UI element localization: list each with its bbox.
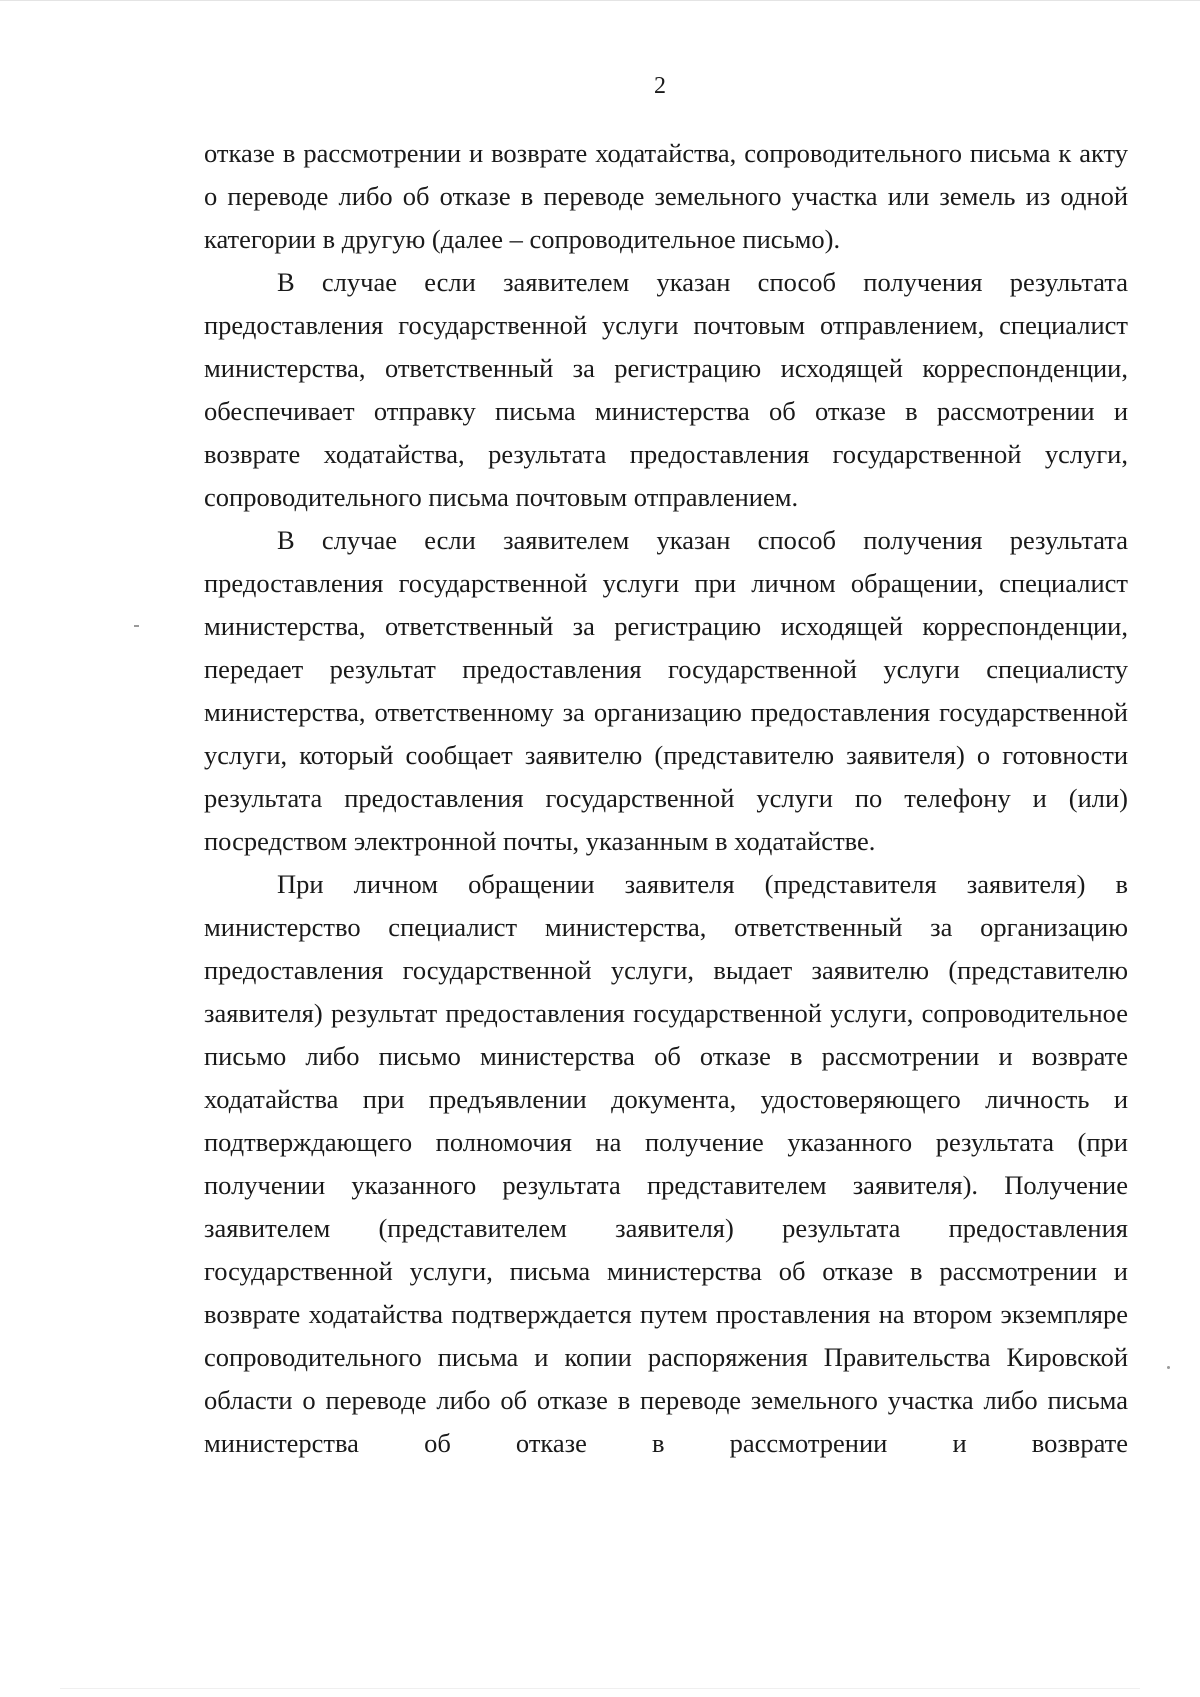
document-body [204,132,1128,1465]
paragraph-postal-delivery: В случае если заявителем указан способ получения результата предоставления государственной услуги почтовым отправлением, специалист министерства, ответственный за регистрацию исходящей корреспонденции, обеспечивает отправку письма министерства об отказе в рассмотрении и возврате ходатайства, результата предоставления государственной услуги, сопроводительного письма почтовым отправлением. [204,267,1128,512]
page-number: 2 [654,73,666,99]
scan-edge-bottom [60,1688,1140,1689]
scan-speck-left [134,625,139,627]
scan-speck-right [1167,1366,1170,1369]
paragraph-personal-pickup: В случае если заявителем указан способ получения результата предоставления государственной услуги при личном обращении, специалист министерства, ответственный за регистрацию исходящей корреспонденции, передает результат предоставления государственной услуги специалисту министерства, ответственному за организацию предоставления государственной услуги, который сообщает заявителю (представителю заявителя) о готовности результата предоставления государственной услуги по телефону и (или) посредством электронной почты, указанным в ходатайстве. [204,525,1128,856]
paragraph-continuation: отказе в рассмотрении и возврате ходатайства, сопроводительного письма к акту о переводе либо об отказе в переводе земельного участка или земель из одной категории в другую (далее – сопроводительное письмо). [204,138,1128,254]
scan-edge-top [0,0,1200,1]
paragraph-issuance-procedure: При личном обращении заявителя (представителя заявителя) в министерство специалист министерства, ответственный за организацию предоставления государственной услуги, выдает заявителю (представителю заявителя) результат предоставления государственной услуги, сопроводительное письмо либо письмо министерства об отказе в рассмотрении и возврате ходатайства при предъявлении документа, удостоверяющего личность и подтверждающего полномочия на получение указанного результата (при получении указанного результата представителем заявителя). Получение заявителем (представителем заявителя) результата предоставления государственной услуги, письма министерства об отказе в рассмотрении и возврате ходатайства подтверждается путем проставления на втором экземпляре сопроводительного письма и копии распоряжения Правительства Кировской области о переводе либо об отказе в переводе земельного участка либо письма министерства об отказе в рассмотрении и возврате [204,869,1128,1458]
